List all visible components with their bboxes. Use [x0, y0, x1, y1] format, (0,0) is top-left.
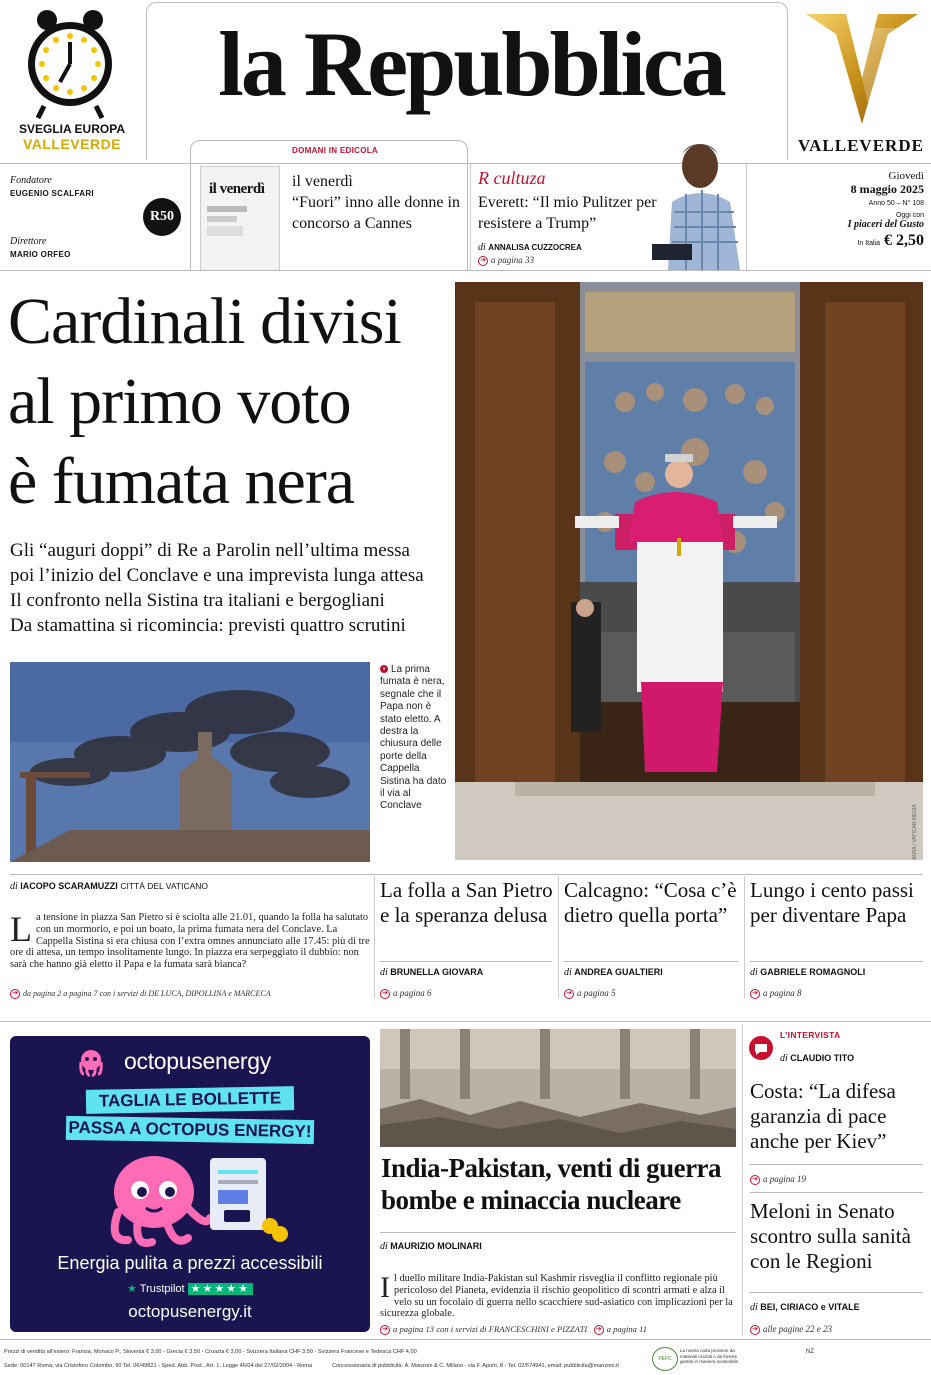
main-body: a tensione in piazza San Pietro si è sciolta alle 21.01, quando la folla ha salutato con un mormorio, e poi un boato, la prima fumata nera del Conclave. La Cappella Sistina si era chiusa con l’extra omnes annunciato alle 17.45: più di tre ore di attesa, un tempo insolitamente lungo. In piazza era serpeggiato il dubbio: non sarà che hanno già eletto il Papa e la fumata sarà bianca?: [10, 912, 370, 971]
side-story-2-headline[interactable]: Calcagno: “Cosa c’è dietro quella porta”: [564, 878, 737, 927]
ad-line2: PASSA A OCTOPUS ENERGY!: [66, 1116, 314, 1144]
octopus-ad[interactable]: [10, 1036, 370, 1332]
interview-byline-prefix: di: [780, 1053, 788, 1064]
footer-code: NZ: [806, 1349, 814, 1355]
ad-brand: octopusenergy: [124, 1048, 271, 1074]
interview-kicker: L’INTERVISTA: [780, 1030, 841, 1040]
main-page-ref[interactable]: da pagina 2 a pagina 7 con i servizi di DE LUCA, DIPOLLINA e MARCECA: [23, 989, 271, 999]
culture-headline[interactable]: Everett: “Il mio Pulitzer per resistere a Trump”: [478, 194, 657, 232]
side-story-3-byline: GABRIELE ROMAGNOLI: [760, 967, 866, 977]
main-byline-prefix: di: [10, 881, 18, 892]
lead-subhead-2: poi l’inizio del Conclave e una imprevista lunga attesa: [10, 565, 424, 586]
side-story-2-page-ref[interactable]: a pagina 5: [577, 988, 616, 998]
lead-caption: La prima fumata è nera, segnale che il Papa non è stato eletto. A destra la chiusura delle porte della Cappella Sistina ha dato il via al Conclave: [380, 664, 447, 812]
lead-subhead-1: Gli “auguri doppi” di Re a Parolin nell’ultima messa: [10, 540, 410, 561]
date-date: 8 maggio 2025: [850, 182, 924, 196]
side-story-3-byline-prefix: di: [750, 967, 758, 978]
main-location: CITTÀ DEL VATICANO: [120, 881, 208, 891]
price-label: In Italia: [857, 240, 880, 247]
teaser-text[interactable]: “Fuori” inno alle donne in concorso a Cannes: [292, 194, 460, 232]
interview-headline[interactable]: Costa: “La difesa garanzia di pace anche per Kiev”: [750, 1079, 896, 1153]
supplement-name[interactable]: I piaceri del Gusto: [847, 219, 924, 230]
magazine-cover[interactable]: [200, 166, 280, 270]
arrow-icon: ➔: [380, 989, 390, 999]
india-page-ref[interactable]: a pagina 13 con i servizi di FRANCESCHINI e PIZZATI: [393, 1324, 588, 1334]
brand-valleverde: VALLEVERDE: [798, 136, 924, 155]
india-headline[interactable]: India-Pakistan, venti di guerra bombe e minaccia nucleare: [381, 1153, 722, 1215]
price: € 2,50: [884, 232, 924, 249]
promo-title: SVEGLIA EUROPA: [18, 122, 125, 136]
interview-page-ref[interactable]: a pagina 19: [763, 1174, 807, 1184]
main-dropcap: L: [10, 909, 32, 949]
founder-label: Fondatore: [10, 175, 52, 186]
side-story-3-headline[interactable]: Lungo i cento passi per diventare Papa: [750, 878, 914, 927]
smoke-photo[interactable]: [10, 662, 370, 862]
meloni-headline[interactable]: Meloni in Senato scontro sulla sanità con le Regioni: [750, 1199, 911, 1273]
arrow-icon: ➔: [594, 1325, 604, 1335]
ad-rating: Trustpilot: [139, 1283, 185, 1295]
main-byline-name: IACOPO SCARAMUZZI: [20, 881, 118, 891]
culture-byline-name: ANNALISA CUZZOCREA: [488, 243, 582, 252]
r50-badge: R50: [143, 198, 181, 236]
india-byline: MAURIZIO MOLINARI: [390, 1241, 482, 1251]
director-label: Direttore: [10, 236, 47, 247]
side-story-1-page-ref[interactable]: a pagina 6: [393, 988, 432, 998]
octopus-logo-icon: [76, 1048, 106, 1078]
arrow-icon: ➔: [750, 989, 760, 999]
lead-subhead-3: Il confronto nella Sistina tra italiani e bergogliani: [10, 590, 385, 611]
ruins-photo[interactable]: [380, 1029, 736, 1147]
lead-subhead-4: Da stamattina si ricomincia: previsti quattro scrutini: [10, 615, 406, 636]
side-story-2-byline: ANDREA GUALTIERI: [574, 967, 663, 977]
lead-headline-line3: è fumata nera: [8, 445, 355, 518]
india-page-ref-2[interactable]: a pagina 11: [606, 1324, 648, 1334]
issue-number: Anno 50 – N° 108: [868, 200, 924, 207]
india-body: l duello militare India-Pakistan sul Kashmir risveglia il conflitto regionale più pericoloso del Pianeta, evidenzia il rischio geopolitico di scontri armati e alza il velo su un focolaio di guerra nello scacchiere sud-asiatico con implicazioni per la sicurezza globale.: [380, 1273, 733, 1320]
side-story-3-page-ref[interactable]: a pagina 8: [763, 988, 802, 998]
arrow-icon: ➔: [564, 989, 574, 999]
arrow-icon: ➔: [750, 1175, 760, 1185]
clock-logo: [24, 6, 116, 120]
date-day: Giovedì: [888, 170, 924, 182]
interview-icon: [749, 1036, 773, 1060]
interview-byline: CLAUDIO TITO: [790, 1053, 855, 1063]
lead-headline-line1: Cardinali divisi: [8, 285, 401, 358]
arrow-icon: ➔: [478, 256, 488, 266]
footer-address: Sede: 00147 Roma, via Cristoforo Colombo, 90 Tel. 06/49821 - Sped. Abb. Post., Art. 1, Legge 46/04 del 27/02/2004 - Roma: [4, 1363, 313, 1369]
culture-byline-prefix: di: [478, 242, 486, 253]
india-byline-prefix: di: [380, 1241, 388, 1252]
author-photo: [652, 132, 744, 270]
pefc-note: La nostra carta proviene da materiali riciclati o da foreste gestite in maniera sostenibile: [680, 1348, 739, 1365]
lead-headline-line2: al primo voto: [8, 365, 351, 438]
side-story-1-byline-prefix: di: [380, 967, 388, 978]
magazine-title: il venerdì: [209, 181, 265, 197]
trustpilot-star-icon: ★: [127, 1283, 137, 1295]
arrow-icon: ➔: [380, 1325, 390, 1335]
arrow-icon: ➔: [750, 1325, 760, 1335]
pefc-logo: PEFC: [652, 1347, 678, 1371]
v-logo: [802, 8, 922, 128]
side-story-1-byline: BRUNELLA GIOVARA: [390, 967, 484, 977]
side-story-2-byline-prefix: di: [564, 967, 572, 978]
promo-brand: VALLEVERDE: [22, 136, 122, 152]
ad-line1: TAGLIA LE BOLLETTE: [86, 1086, 294, 1114]
india-dropcap: I: [380, 1271, 390, 1304]
footer-prices: Prezzi di vendita all’estero: Francia, Monaco P., Slovenia € 3,00 - Grecia € 3,50 - Croazia € 3,00 - Svizzera Italiana CHF 3,50 - Svizzera Francese e Tedesca CHF 4,00: [4, 1349, 417, 1355]
supplement-label: Oggi con: [895, 212, 924, 219]
meloni-page-ref[interactable]: alle pagine 22 e 23: [763, 1324, 832, 1334]
teaser-section: il venerdì: [292, 173, 353, 190]
lead-headline[interactable]: [8, 282, 453, 522]
ad-url[interactable]: octopusenergy.it: [128, 1302, 252, 1321]
sistine-photo[interactable]: [455, 282, 923, 860]
octopus-mascot-icon: [94, 1148, 294, 1248]
culture-page-ref[interactable]: a pagina 33: [491, 255, 535, 265]
photo-credit: ANSA / VATICAN MEDIA: [912, 804, 918, 860]
arrow-icon: ➔: [10, 989, 20, 999]
meloni-byline-prefix: di: [750, 1302, 758, 1313]
masthead-title[interactable]: la Repubblica: [218, 13, 724, 115]
teaser-kicker: DOMANI IN EDICOLA: [292, 146, 378, 155]
director-name: MARIO ORFEO: [10, 250, 71, 259]
culture-section: R cultuza: [478, 168, 546, 188]
meloni-byline: BEI, CIRIACO e VITALE: [760, 1302, 860, 1312]
footer-advertising: Concessionaria di pubblicità: A. Manzoni & C. Milano - via F. Aporti, 8 - Tel. 02/574941, email: pubblicita@manzoni.it: [332, 1363, 619, 1369]
ad-tagline: Energia pulita a prezzi accessibili: [57, 1253, 323, 1273]
ad-stars: ★★★★★: [188, 1283, 253, 1295]
side-story-1-headline[interactable]: La folla a San Pietro e la speranza delusa: [380, 878, 553, 927]
caption-bullet-icon: •: [380, 665, 388, 673]
founder-name: EUGENIO SCALFARI: [10, 189, 94, 198]
